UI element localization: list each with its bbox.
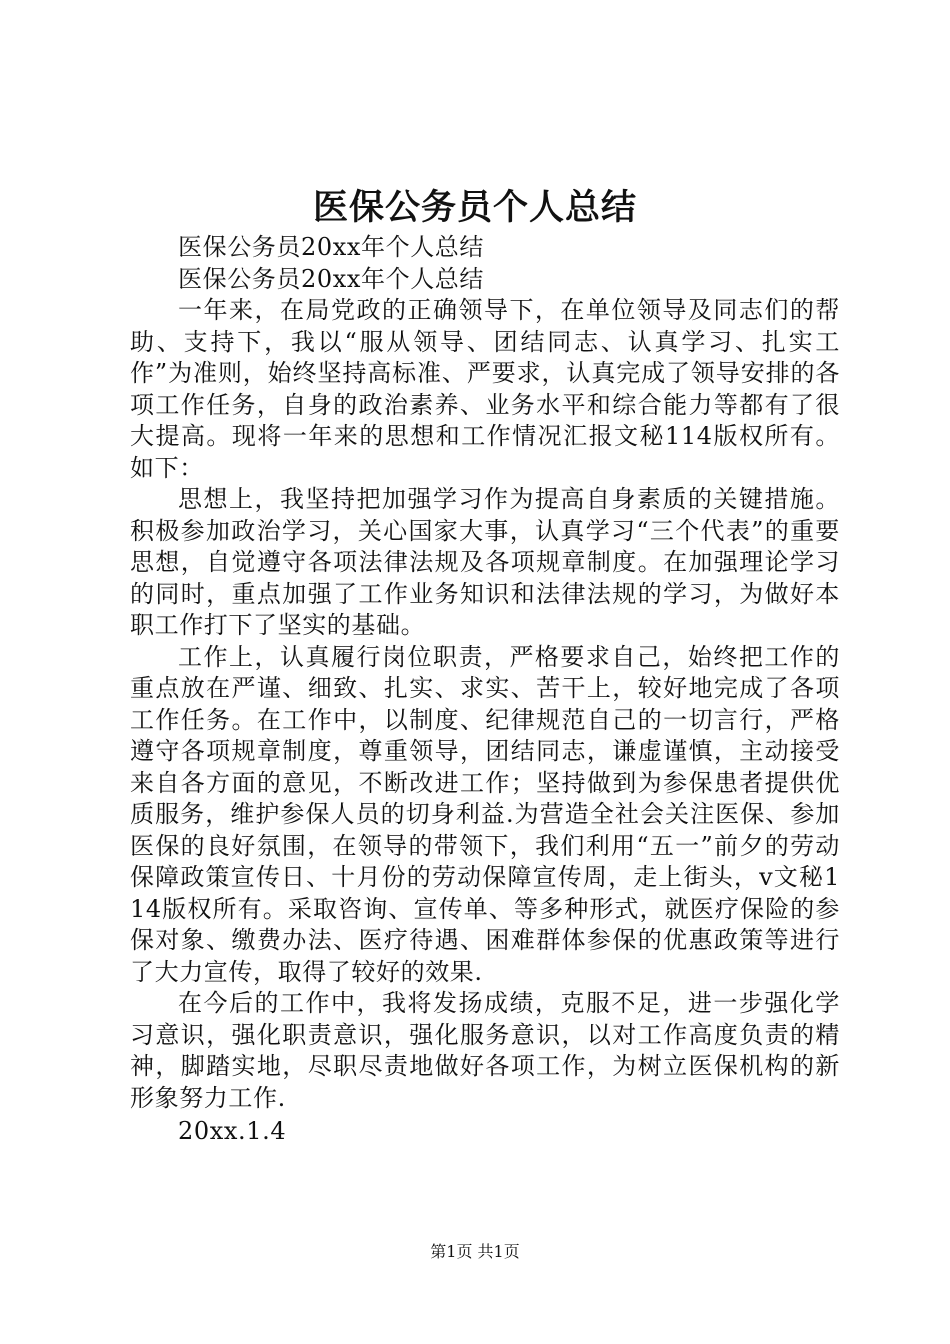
- body-paragraph-thought: 思想上，我坚持把加强学习作为提高自身素质的关键措施。积极参加政治学习，关心国家大事，认真学习“三个代表”的重要思想，自觉遵守各项法律法规及各项规章制度。在加强理论学习的同时，重点加强了工作业务知识和法律法规的学习，为做好本职工作打下了坚实的基础。: [130, 485, 840, 639]
- document-title: 医保公务员个人总结: [312, 187, 637, 228]
- page-footer: 第1页 共1页: [430, 1242, 520, 1261]
- body-paragraph-work: 工作上，认真履行岗位职责，严格要求自己，始终把工作的重点放在严谨、细致、扎实、求实、苦干上，较好地完成了各项工作任务。在工作中，以制度、纪律规范自己的一切言行，严格遵守各项规章制度，尊重领导，团结同志，谦虚谨慎，主动接受来自各方面的意见，不断改进工作；坚持做到为参保患者提供优质服务，维护参保人员的切身利益.为营造全社会关注医保、参加医保的良好氛围，在领导的带领下，我们利用“五一”前夕的劳动保障政策宣传日、十月份的劳动保障宣传周，走上街头，v文秘114版权所有。采取咨询、宣传单、等多种形式，就医疗保险的参保对象、缴费办法、医疗待遇、困难群体参保的优惠政策等进行了大力宣传，取得了较好的效果.: [130, 642, 840, 986]
- document-body: [130, 232, 840, 1148]
- body-paragraph-intro: 一年来，在局党政的正确领导下，在单位领导及同志们的帮助、支持下，我以“服从领导、团结同志、认真学习、扎实工作”为准则，始终坚持高标准、严要求，认真完成了领导安排的各项工作任务，自身的政治素养、业务水平和综合能力等都有了很大提高。现将一年来的思想和工作情况汇报文秘114版权所有。如下：: [130, 296, 840, 482]
- body-paragraph-future: 在今后的工作中，我将发扬成绩，克服不足，进一步强化学习意识，强化职责意识，强化服务意识，以对工作高度负责的精神，脚踏实地，尽职尽责地做好各项工作，为树立医保机构的新形象努力工作.: [130, 989, 840, 1112]
- subtitle-line: 医保公务员20xx年个人总结: [178, 264, 485, 293]
- document-date: 20xx.1.4: [178, 1117, 287, 1145]
- subtitle-line: 医保公务员20xx年个人总结: [178, 233, 485, 261]
